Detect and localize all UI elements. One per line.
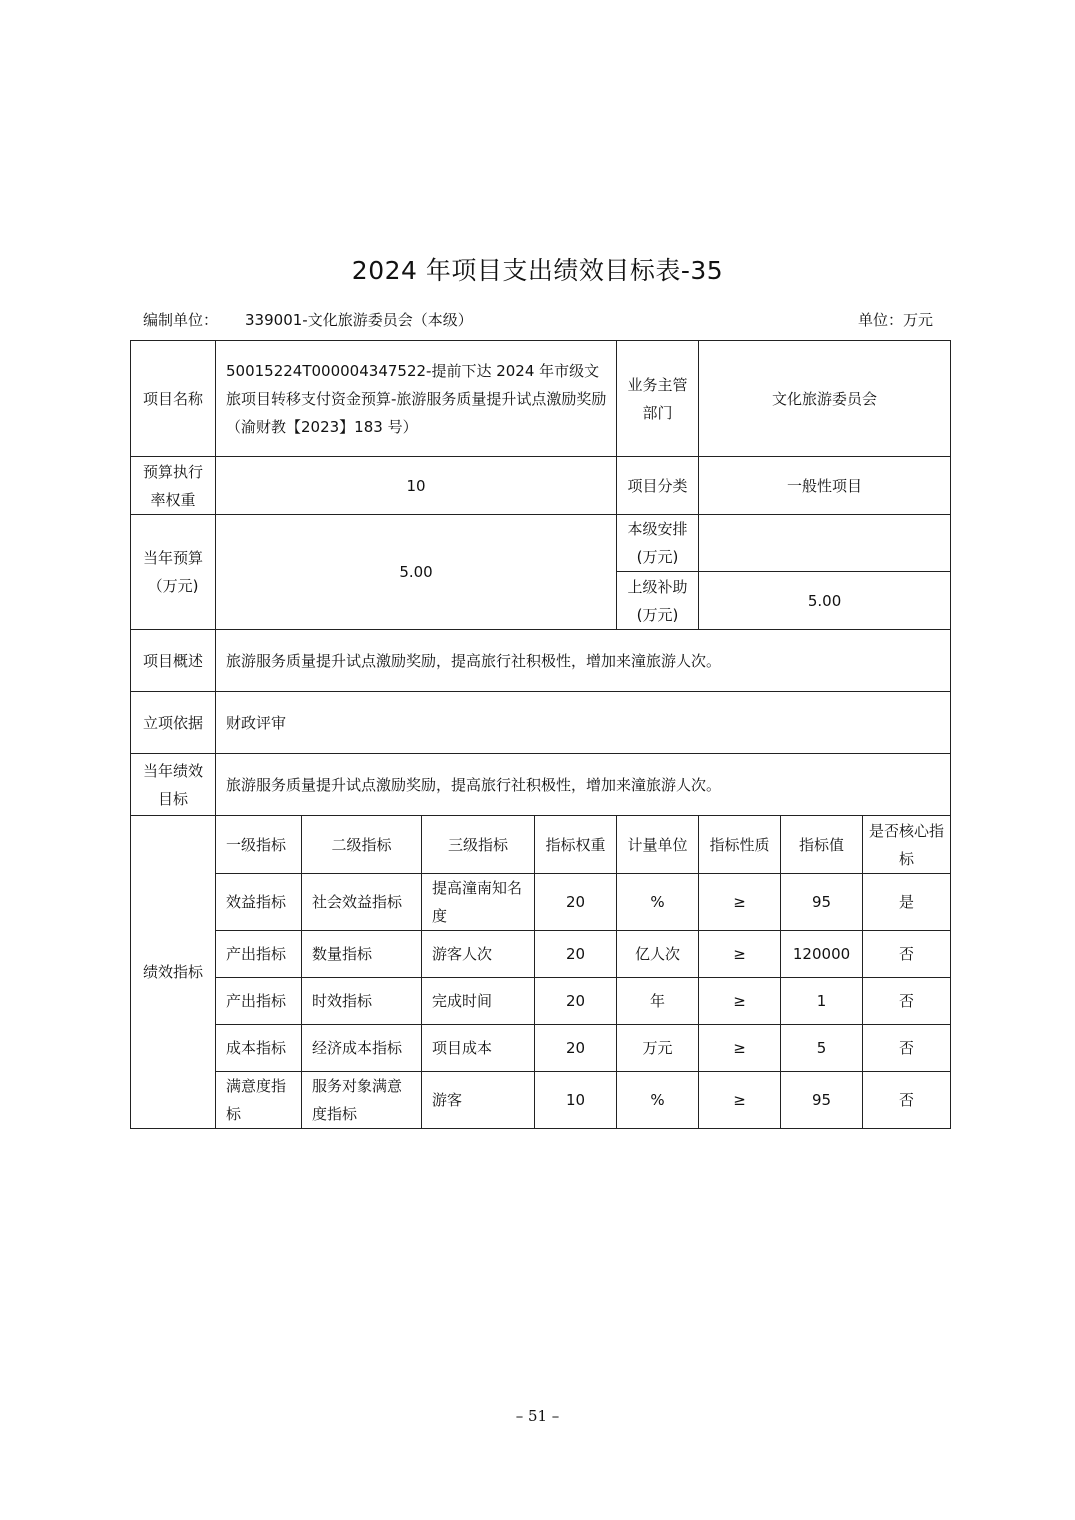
indicator-level3: 项目成本 <box>422 1025 535 1072</box>
indicator-value: 95 <box>781 874 863 931</box>
indicator-nature: ≥ <box>699 978 781 1025</box>
header-value: 指标值 <box>781 816 863 874</box>
indicator-level2: 时效指标 <box>302 978 422 1025</box>
indicator-value: 5 <box>781 1025 863 1072</box>
indicator-level2: 数量指标 <box>302 931 422 978</box>
indicator-level2: 社会效益指标 <box>302 874 422 931</box>
row-budget-local <box>131 515 951 572</box>
budget-value: 5.00 <box>216 515 617 630</box>
row-weight <box>131 457 951 515</box>
weight-value: 10 <box>216 457 617 515</box>
row-overview <box>131 630 951 692</box>
row-project-name <box>131 341 951 457</box>
indicator-unit: % <box>617 1072 699 1129</box>
goal-value: 旅游服务质量提升试点激励奖励，提高旅行社积极性，增加来潼旅游人次。 <box>216 754 951 816</box>
currency-unit: 单位：万元 <box>858 311 934 329</box>
indicator-level3: 游客人次 <box>422 931 535 978</box>
indicator-unit: % <box>617 874 699 931</box>
indicator-weight: 10 <box>535 1072 617 1129</box>
local-label: 本级安排(万元) <box>617 515 699 572</box>
indicator-level1: 效益指标 <box>216 874 302 931</box>
header-level1: 一级指标 <box>216 816 302 874</box>
upper-value: 5.00 <box>699 572 951 630</box>
indicator-row <box>131 1072 951 1129</box>
indicator-core: 否 <box>863 1025 951 1072</box>
indicator-row <box>131 931 951 978</box>
row-basis <box>131 692 951 754</box>
indicator-level3: 游客 <box>422 1072 535 1129</box>
upper-label: 上级补助(万元) <box>617 572 699 630</box>
indicator-unit: 亿人次 <box>617 931 699 978</box>
dept-label: 业务主管部门 <box>617 341 699 457</box>
category-label: 项目分类 <box>617 457 699 515</box>
budget-label: 当年预算（万元) <box>131 515 216 630</box>
indicator-row <box>131 874 951 931</box>
indicator-core: 否 <box>863 978 951 1025</box>
page-title: 2024 年项目支出绩效目标表-35 <box>351 256 724 285</box>
weight-label: 预算执行率权重 <box>131 457 216 515</box>
row-goal <box>131 754 951 816</box>
overview-value: 旅游服务质量提升试点激励奖励，提高旅行社积极性，增加来潼旅游人次。 <box>216 630 951 692</box>
basis-label: 立项依据 <box>131 692 216 754</box>
header-core: 是否核心指标 <box>863 816 951 874</box>
project-name-label: 项目名称 <box>131 341 216 457</box>
indicator-value: 95 <box>781 1072 863 1129</box>
compiling-unit-label: 编制单位： <box>143 311 219 329</box>
indicator-value: 120000 <box>781 931 863 978</box>
indicator-level3: 完成时间 <box>422 978 535 1025</box>
dept-value: 文化旅游委员会 <box>699 341 951 457</box>
header-level3: 三级指标 <box>422 816 535 874</box>
indicator-weight: 20 <box>535 978 617 1025</box>
header-weight: 指标权重 <box>535 816 617 874</box>
indicator-row <box>131 1025 951 1072</box>
indicator-core: 否 <box>863 931 951 978</box>
indicator-level3: 提高潼南知名度 <box>422 874 535 931</box>
performance-target-table <box>130 340 951 1129</box>
basis-value: 财政评审 <box>216 692 951 754</box>
indicator-level2: 经济成本指标 <box>302 1025 422 1072</box>
header-nature: 指标性质 <box>699 816 781 874</box>
header-unit: 计量单位 <box>617 816 699 874</box>
indicator-level1: 满意度指标 <box>216 1072 302 1129</box>
project-name-value: 50015224T000004347522-提前下达 2024 年市级文旅项目转移支付资金预算-旅游服务质量提升试点激励奖励（渝财教【2023】183 号） <box>216 341 617 457</box>
indicator-nature: ≥ <box>699 931 781 978</box>
indicator-unit: 年 <box>617 978 699 1025</box>
goal-label: 当年绩效目标 <box>131 754 216 816</box>
compiling-unit <box>143 309 473 331</box>
indicator-nature: ≥ <box>699 1072 781 1129</box>
indicator-level1: 产出指标 <box>216 931 302 978</box>
header-level2: 二级指标 <box>302 816 422 874</box>
category-value: 一般性项目 <box>699 457 951 515</box>
indicator-unit: 万元 <box>617 1025 699 1072</box>
indicator-core: 否 <box>863 1072 951 1129</box>
indicator-nature: ≥ <box>699 874 781 931</box>
indicator-weight: 20 <box>535 874 617 931</box>
indicator-level1: 成本指标 <box>216 1025 302 1072</box>
local-value <box>699 515 951 572</box>
compiling-unit-value: 339001-文化旅游委员会（本级） <box>245 311 473 329</box>
indicator-header-row <box>131 816 951 874</box>
indicators-section-label: 绩效指标 <box>131 816 216 1129</box>
indicator-weight: 20 <box>535 931 617 978</box>
indicator-value: 1 <box>781 978 863 1025</box>
overview-label: 项目概述 <box>131 630 216 692</box>
indicator-nature: ≥ <box>699 1025 781 1072</box>
indicator-level2: 服务对象满意度指标 <box>302 1072 422 1129</box>
indicator-row <box>131 978 951 1025</box>
indicator-weight: 20 <box>535 1025 617 1072</box>
page-number: – 51 – <box>515 1407 560 1425</box>
indicator-level1: 产出指标 <box>216 978 302 1025</box>
indicator-core: 是 <box>863 874 951 931</box>
